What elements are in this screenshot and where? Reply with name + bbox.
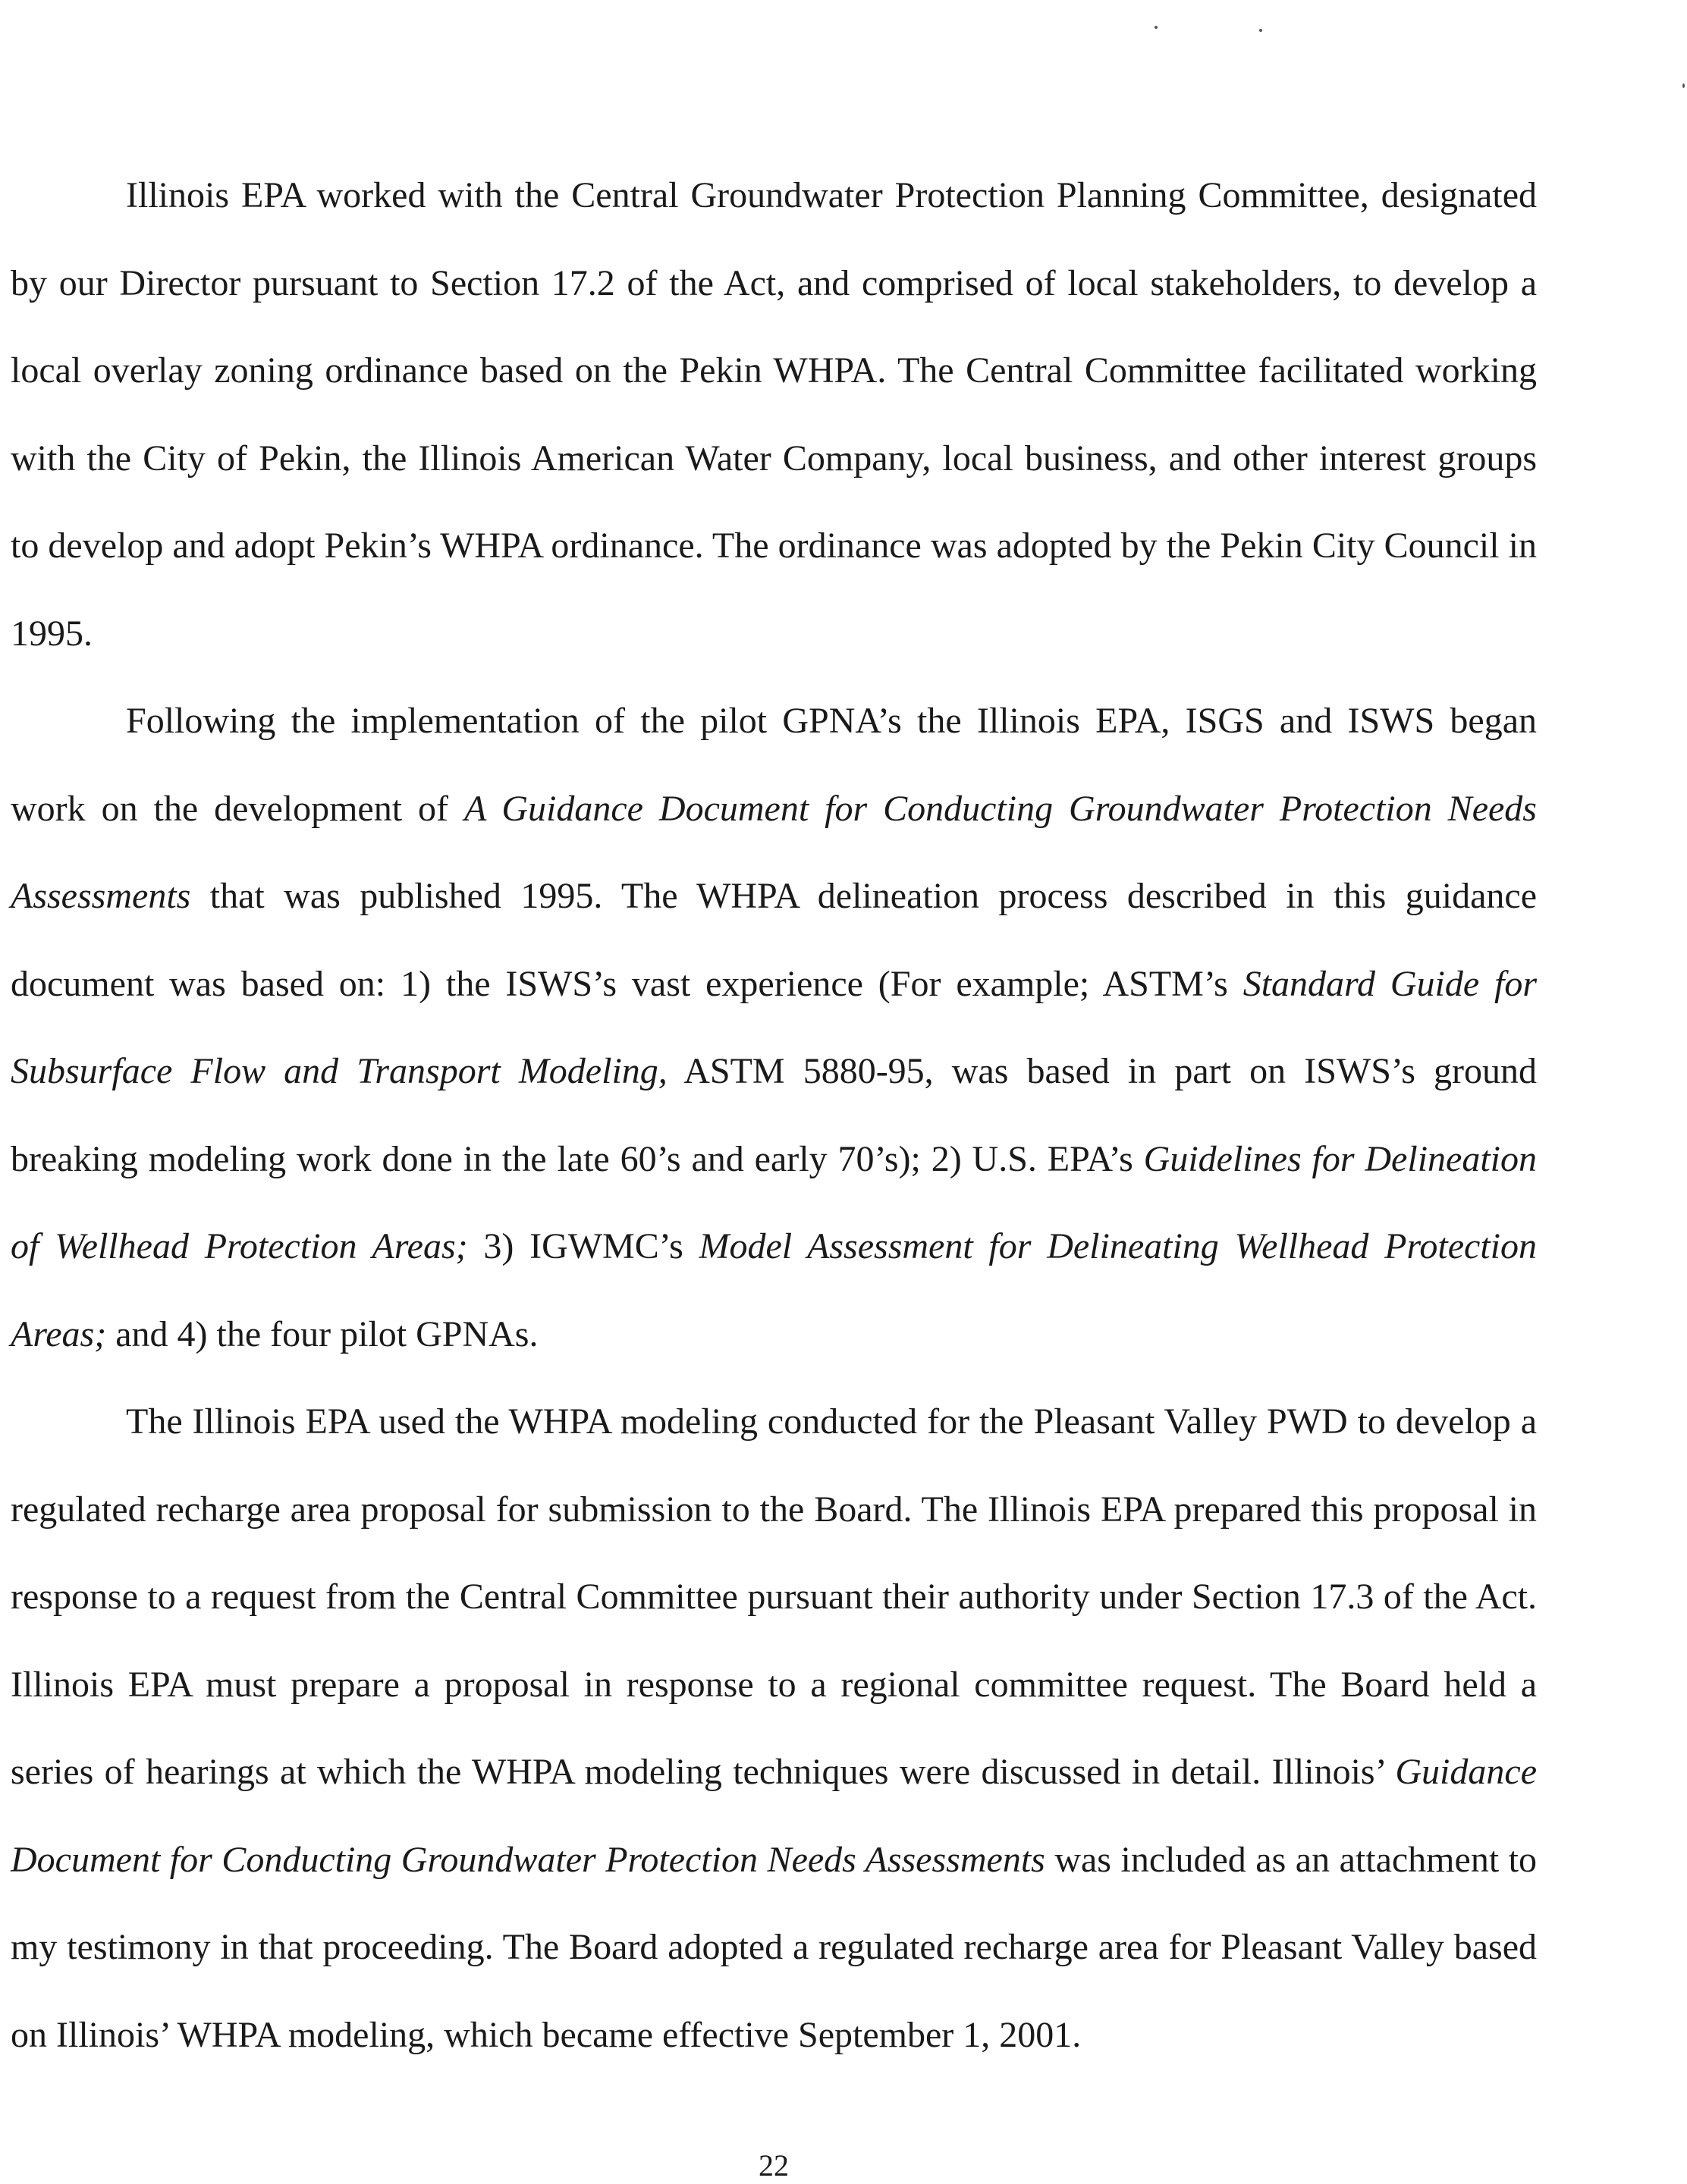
- italic-title: Guidelines for Delineation of Wellhead Protection Areas;: [11, 1138, 1538, 1266]
- text-segment: Following the implementation of the pilot GPNA’s the Illinois EPA, ISGS and ISWS began work on the development of: [11, 701, 1537, 829]
- paragraph-pekin-ordinance: [11, 152, 1537, 677]
- text-segment: that was published 1995. The WHPA delineation process described in this guidance document was based on: 1) the ISWS’s vast experience (For example; ASTM’s: [11, 876, 1537, 1004]
- italic-title: Standard Guide for Subsurface Flow and Transport Modeling,: [11, 963, 1537, 1091]
- text-segment: and 4) the four pilot GPNAs.: [106, 1313, 539, 1354]
- text-segment: 3) IGWMC’s: [467, 1226, 699, 1266]
- text-segment: Illinois EPA worked with the Central Groundwater Protection Planning Committee, designated by our Director pursuant to Section 17.2 of the Act, and comprised of local stakeholders, to develop a local overlay zoning ordinance based on the Pekin WHPA. The Central Committee facilitated working with the City of Pekin, the Illinois American Water Company, local business, and other interest groups to develop and adopt Pekin’s WHPA ordinance. The ordinance was adopted by the Pekin City Council in 1995.: [11, 175, 1537, 654]
- scan-speck: [1259, 29, 1262, 32]
- text-segment: The Illinois EPA used the WHPA modeling conducted for the Pleasant Valley PWD to develop a regulated recharge area proposal for submission to the Board. The Illinois EPA prepared this proposal in response to a request from the Central Committee pursuant their authority under Section 17.3 of the Act. Illinois EPA must prepare a proposal in response to a regional committee request. The Board held a series of hearings at which the WHPA modeling techniques were discussed in detail. Illinois’: [11, 1401, 1537, 1792]
- paragraph-pleasant-valley: [11, 1378, 1537, 2079]
- italic-title: Model Assessment for Delineating Wellhead Protection Areas;: [11, 1226, 1537, 1354]
- paragraph-guidance-document: [11, 677, 1537, 1378]
- text-segment: ASTM 5880-95, was based in part on ISWS’s ground breaking modeling work done in the late 60’s and early 70’s); 2) U.S. EPA’s: [11, 1051, 1537, 1179]
- page-number: 22: [759, 2148, 789, 2182]
- scan-speck: [1155, 26, 1158, 29]
- text-segment: was included as an attachment to my testimony in that proceeding. The Board adopted a regulated recharge area for Pleasant Valley based on Illinois’ WHPA modeling, which became effective September 1, 2001.: [11, 1839, 1537, 2055]
- document-body: [11, 152, 1537, 2079]
- scan-speck: [1682, 83, 1685, 88]
- italic-title: Guidance Document for Conducting Groundwater Protection Needs Assessments: [11, 1752, 1537, 1880]
- italic-title: A Guidance Document for Conducting Groundwater Protection Needs Assessments: [11, 788, 1537, 916]
